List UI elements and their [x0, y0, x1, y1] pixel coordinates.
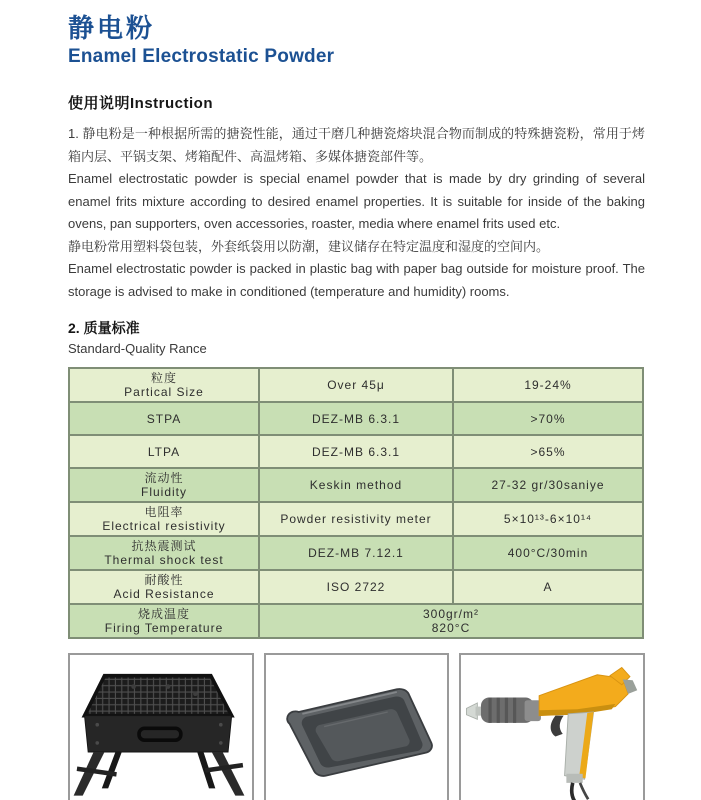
table-row	[69, 368, 643, 402]
method-cell: DEZ-MB 6.3.1	[259, 435, 453, 468]
instruction-paragraph-chinese-2: 静电粉常用塑料袋包装，外套纸袋用以防潮，建议储存在特定温度和湿度的空间内。	[68, 238, 550, 254]
instruction-paragraph-english-1: Enamel electrostatic powder is special enamel powder that is made by dry grinding of several enamel frits mixture according to desired enamel properties. It is suitable for inside of the baking ovens, pan supporters, oven accessories, roaster, media where enamel frits used etc.	[68, 171, 645, 232]
parameter-cell	[69, 435, 259, 468]
method-cell: ISO 2722	[259, 570, 453, 604]
value-cell: 27-32 gr/30saniye	[453, 468, 643, 502]
bbq-grill-photo	[70, 656, 252, 800]
firing-coverage-value: 300gr/m²	[422, 607, 480, 622]
merged-value-cell	[259, 604, 643, 638]
parameter-cell	[69, 402, 259, 435]
quality-standard-heading-chinese: 2. 质量标准	[68, 320, 140, 337]
method-cell: Over 45μ	[259, 368, 453, 402]
instruction-paragraph-english-2: Enamel electrostatic powder is packed in plastic bag with paper bag outside for moisture proof. The storage is advised to make in conditioned (temperature and humidity) rooms.	[68, 261, 645, 299]
photo-box-spray-gun	[459, 653, 645, 800]
spray-gun-photo	[461, 656, 643, 800]
photo-box-grill	[68, 653, 254, 800]
parameter-cell	[69, 570, 259, 604]
parameter-en: Thermal shock test	[104, 553, 224, 568]
method-cell: Keskin method	[259, 468, 453, 502]
parameter-zh: LTPA	[147, 444, 181, 459]
parameter-en: Acid Resistance	[113, 587, 215, 602]
parameter-zh: 抗热震测试	[131, 539, 197, 554]
parameter-zh: STPA	[146, 411, 182, 426]
parameter-zh: 烧成温度	[137, 607, 190, 622]
parameter-zh: 流动性	[144, 471, 184, 486]
table-row	[69, 468, 643, 502]
quality-standard-table	[68, 367, 644, 639]
value-cell: >70%	[453, 402, 643, 435]
table-row	[69, 536, 643, 570]
method-cell: DEZ-MB 7.12.1	[259, 536, 453, 570]
value-cell: 400°C/30min	[453, 536, 643, 570]
parameter-cell	[69, 368, 259, 402]
firing-temperature-value: 820°C	[431, 621, 471, 636]
parameter-cell	[69, 604, 259, 638]
photo-box-tray	[264, 653, 450, 800]
baking-tray-photo	[266, 656, 448, 800]
parameter-cell	[69, 468, 259, 502]
product-photo-gallery	[68, 653, 645, 800]
value-cell: A	[453, 570, 643, 604]
parameter-en: Electrical resistivity	[102, 519, 226, 534]
value-cell: >65%	[453, 435, 643, 468]
parameter-zh: 粒度	[150, 371, 177, 386]
quality-standard-heading-english: Standard-Quality Rance	[68, 341, 207, 357]
value-cell: 19-24%	[453, 368, 643, 402]
table-row	[69, 435, 643, 468]
parameter-en: Partical Size	[124, 385, 204, 400]
table-row	[69, 502, 643, 536]
method-cell: Powder resistivity meter	[259, 502, 453, 536]
instruction-paragraph-chinese-1: 1. 静电粉是一种根据所需的搪瓷性能，通过干磨几种搪瓷熔块混合物而制成的特殊搪瓷粉，常用于烤箱内层、平锅支架、烤箱配件、高温烤箱、多媒体搪瓷部件等。	[68, 126, 645, 164]
table-row	[69, 604, 643, 638]
method-cell: DEZ-MB 6.3.1	[259, 402, 453, 435]
table-row	[69, 570, 643, 604]
table-row	[69, 402, 643, 435]
parameter-en: Fluidity	[140, 485, 187, 500]
instruction-heading: 使用说明Instruction	[68, 95, 213, 113]
parameter-zh: 耐酸性	[144, 573, 184, 588]
page-title-chinese: 静电粉	[68, 13, 156, 43]
value-cell: 5×10¹³-6×10¹⁴	[453, 502, 643, 536]
parameter-zh: 电阻率	[144, 505, 184, 520]
parameter-cell	[69, 536, 259, 570]
page-title-english: Enamel Electrostatic Powder	[68, 46, 335, 68]
parameter-en: Firing Temperature	[104, 621, 224, 636]
parameter-cell	[69, 502, 259, 536]
